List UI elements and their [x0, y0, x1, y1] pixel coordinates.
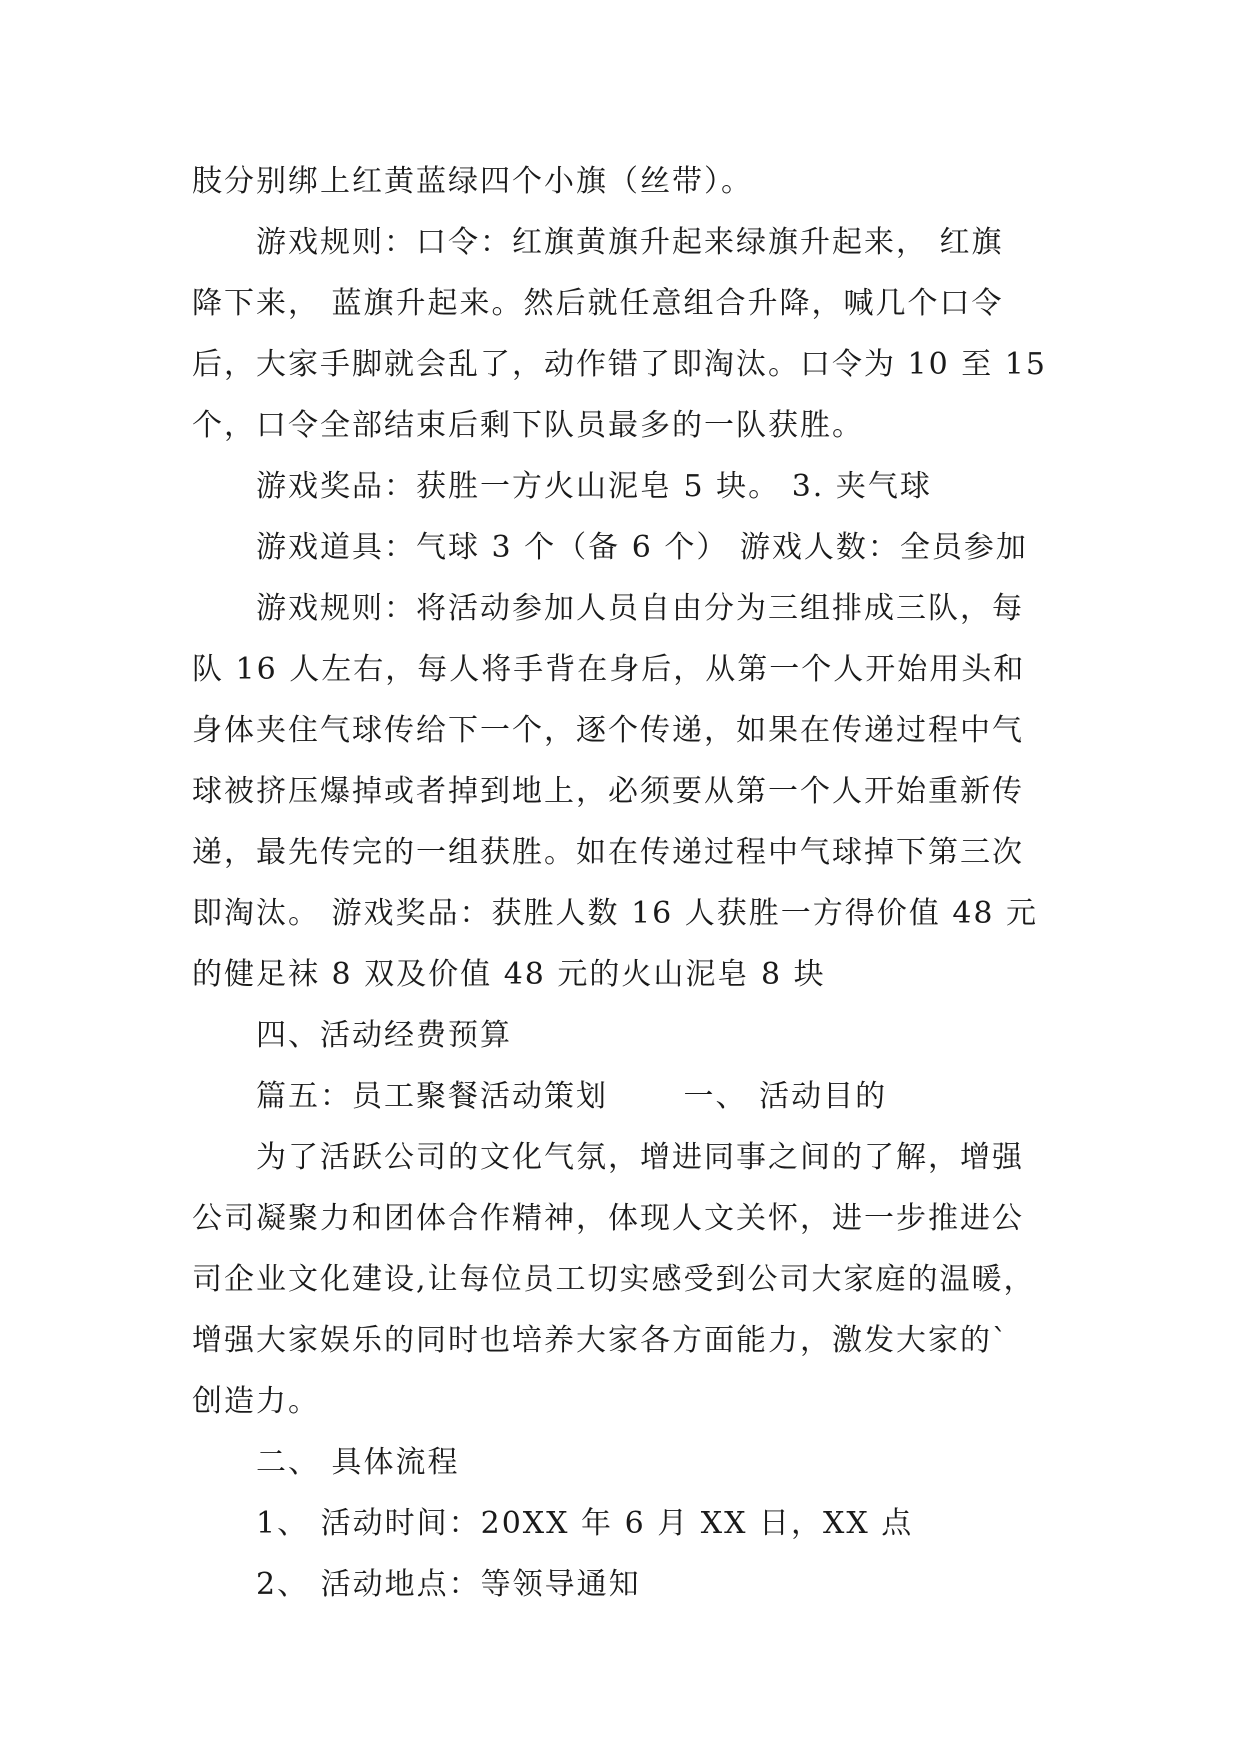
document-body: [192, 151, 1050, 1615]
text-line-1: 肢分别绑上红黄蓝绿四个小旗（丝带）。: [192, 164, 753, 199]
text-line-19: 司企业文化建设,让每位员工切实感受到公司大家庭的温暖，: [192, 1262, 1036, 1297]
text-line-11: 球被挤压爆掉或者掉到地上，必须要从第一个人开始重新传: [192, 774, 1024, 809]
section-heading-process: 二、 具体流程: [256, 1445, 460, 1480]
text-line-7: 游戏道具：气球 3 个（备 6 个） 游戏人数：全员参加: [256, 530, 1028, 565]
text-line-8: 游戏规则：将活动参加人员自由分为三组排成三队，每: [256, 591, 1024, 626]
text-line-18: 公司凝聚力和团体合作精神，体现人文关怀，进一步推进公: [192, 1201, 1024, 1236]
text-line-9: 队 16 人左右，每人将手背在身后，从第一个人开始用头和: [192, 652, 1026, 687]
list-item-time: 1、 活动时间：20XX 年 6 月 XX 日，XX 点: [256, 1506, 914, 1541]
section-heading-budget: 四、活动经费预算: [256, 1018, 512, 1053]
text-line-10: 身体夹住气球传给下一个，逐个传递，如果在传递过程中气: [192, 713, 1024, 748]
text-line-2: 游戏规则：口令：红旗黄旗升起来绿旗升起来， 红旗: [256, 225, 1004, 260]
text-line-21: 创造力。: [192, 1384, 320, 1419]
text-line-5: 个，口令全部结束后剩下队员最多的一队获胜。: [192, 408, 864, 443]
text-line-12: 递，最先传完的一组获胜。如在传递过程中气球掉下第三次: [192, 835, 1024, 870]
text-line-13: 即淘汰。 游戏奖品：获胜人数 16 人获胜一方得价值 48 元: [192, 896, 1039, 931]
text-line-4: 后，大家手脚就会乱了，动作错了即淘汰。口令为 10 至 15: [192, 347, 1047, 382]
text-line-14: 的健足袜 8 双及价值 48 元的火山泥皂 8 块: [192, 957, 826, 992]
text-line-6: 游戏奖品：获胜一方火山泥皂 5 块。 3. 夹气球: [256, 469, 932, 504]
text-line-17: 为了活跃公司的文化气氛，增进同事之间的了解，增强: [256, 1140, 1024, 1175]
list-item-location: 2、 活动地点：等领导通知: [256, 1567, 641, 1602]
text-line-3: 降下来， 蓝旗升起来。然后就任意组合升降，喊几个口令: [192, 286, 1004, 321]
section-heading-part-five: 篇五：员工聚餐活动策划 一、 活动目的: [256, 1079, 888, 1114]
text-line-20: 增强大家娱乐的同时也培养大家各方面能力，激发大家的`: [192, 1323, 1009, 1358]
